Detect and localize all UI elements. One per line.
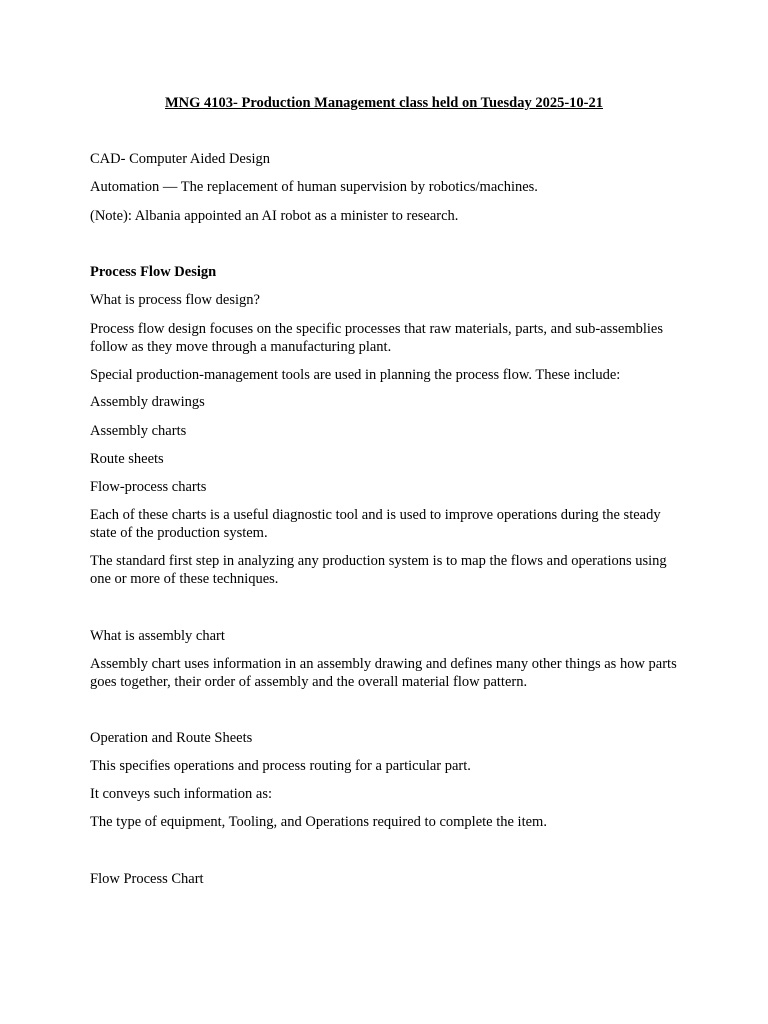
tool-item: Assembly charts: [90, 423, 187, 439]
route-sheets-line-2: It conveys such information as:: [90, 786, 273, 802]
process-flow-question: What is process flow design?: [90, 292, 260, 308]
assembly-chart-definition: Assembly chart uses information in an assembly drawing and defines many other things as how parts goes together, their order of assembly and the overall material flow pattern.: [90, 656, 677, 690]
first-step-paragraph: The standard first step in analyzing any production system is to map the flows and operations using one or more of these techniques.: [90, 553, 667, 587]
diagnostic-paragraph: Each of these charts is a useful diagnostic tool and is used to improve operations during the steady state of the production system.: [90, 507, 661, 541]
flow-process-chart-heading: Flow Process Chart: [90, 871, 204, 887]
tool-item: Route sheets: [90, 451, 164, 467]
process-flow-heading: Process Flow Design: [90, 264, 217, 280]
document-page: [90, 0, 680, 1024]
intro-cad-line: CAD- Computer Aided Design: [90, 151, 271, 167]
route-sheets-line-1: This specifies operations and process routing for a particular part.: [90, 758, 471, 774]
assembly-chart-question: What is assembly chart: [90, 628, 225, 644]
route-sheets-heading: Operation and Route Sheets: [90, 730, 253, 746]
tool-item: Assembly drawings: [90, 394, 205, 410]
intro-automation-line: Automation — The replacement of human supervision by robotics/machines.: [90, 179, 538, 195]
process-flow-tools-intro: Special production-management tools are used in planning the process flow. These include:: [90, 367, 621, 383]
process-flow-definition: Process flow design focuses on the specific processes that raw materials, parts, and sub-assemblies follow as they move through a manufacturing plant.: [90, 321, 663, 355]
document-title: MNG 4103- Production Management class held on Tuesday 2025-10-21: [165, 95, 603, 111]
intro-note-line: (Note): Albania appointed an AI robot as a minister to research.: [90, 208, 459, 224]
route-sheets-line-3: The type of equipment, Tooling, and Operations required to complete the item.: [90, 814, 547, 830]
tool-item: Flow-process charts: [90, 479, 207, 495]
